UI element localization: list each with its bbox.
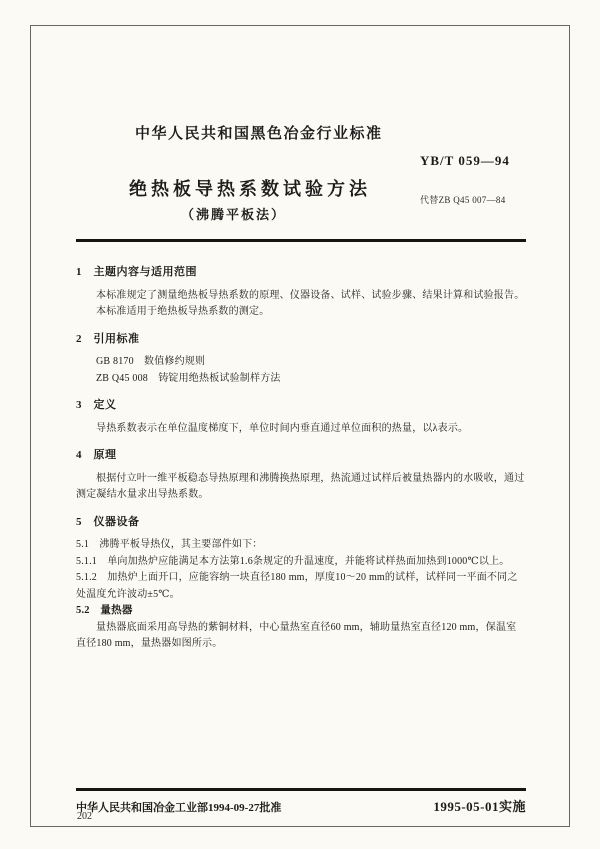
document-footer (76, 796, 526, 815)
replaces-note: 代替ZB Q45 007—84 (420, 195, 506, 205)
section-references (76, 331, 526, 388)
clause-line: 5.1 沸腾平板导热仪，其主要部件如下： (76, 539, 263, 550)
paragraph: 根据付立叶一维平板稳态导热原理和沸腾换热原理，热流通过试样后被量热器内的水吸收，通过测定凝结水量求出导热系数。 (76, 472, 525, 500)
clause-line: 5.1.1 单向加热炉应能满足本方法第1.6条规定的升温速度，并能将试样热面加热到1000℃以上。 (76, 555, 510, 567)
paragraph: 量热器底面采用高导热的紫铜材料，中心量热室直径60 mm，辅助量热室直径120 mm，保温室直径180 mm，量热器如图所示。 (76, 621, 517, 649)
section-definition (76, 397, 526, 437)
document-title: 绝热板导热系数试验方法 (129, 179, 371, 199)
section-heading: 4 原理 (76, 449, 117, 461)
section-principle (76, 447, 526, 504)
section-apparatus (76, 514, 526, 653)
document-subtitle: （沸腾平板法） (181, 207, 287, 222)
page-number: 202 (77, 811, 92, 822)
section-heading: 5 仪器设备 (76, 515, 140, 528)
footer-divider-rule (76, 788, 526, 791)
paragraph: 本标准适用于绝热板导热系数的测定。 (96, 306, 270, 317)
section-heading: 3 定义 (76, 399, 117, 411)
reference-line: GB 8170 数值修约规则 (96, 356, 206, 367)
page-border-frame (30, 25, 570, 827)
subsection-heading: 5.2 量热器 (76, 605, 133, 616)
document-body (76, 254, 526, 653)
reference-line: ZB Q45 008 铸锭用绝热板试验制样方法 (96, 372, 281, 384)
clause-line: 5.1.2 加热炉上面开口，应能容纳一块直径180 mm，厚度10～20 mm的试样，试样同一平面不同之处温度允许波动±5℃。 (76, 572, 518, 600)
header-divider-rule (76, 239, 526, 242)
section-scope (76, 264, 526, 321)
approval-note: 中华人民共和国冶金工业部1994-09-27批准 (76, 802, 282, 814)
standard-type-title: 中华人民共和国黑色冶金行业标准 (135, 126, 383, 142)
section-heading: 1 主题内容与适用范围 (76, 266, 197, 278)
implementation-date: 1995-05-01实施 (433, 799, 526, 814)
section-heading: 2 引用标准 (76, 332, 140, 345)
paragraph: 导热系数表示在单位温度梯度下，单位时间内垂直通过单位面积的热量，以λ表示。 (96, 422, 469, 434)
standard-number: YB/T 059—94 (420, 153, 510, 168)
paragraph: 本标准规定了测量绝热板导热系数的原理、仪器设备、试样、试验步骤、结果计算和试验报告。 (96, 289, 525, 301)
